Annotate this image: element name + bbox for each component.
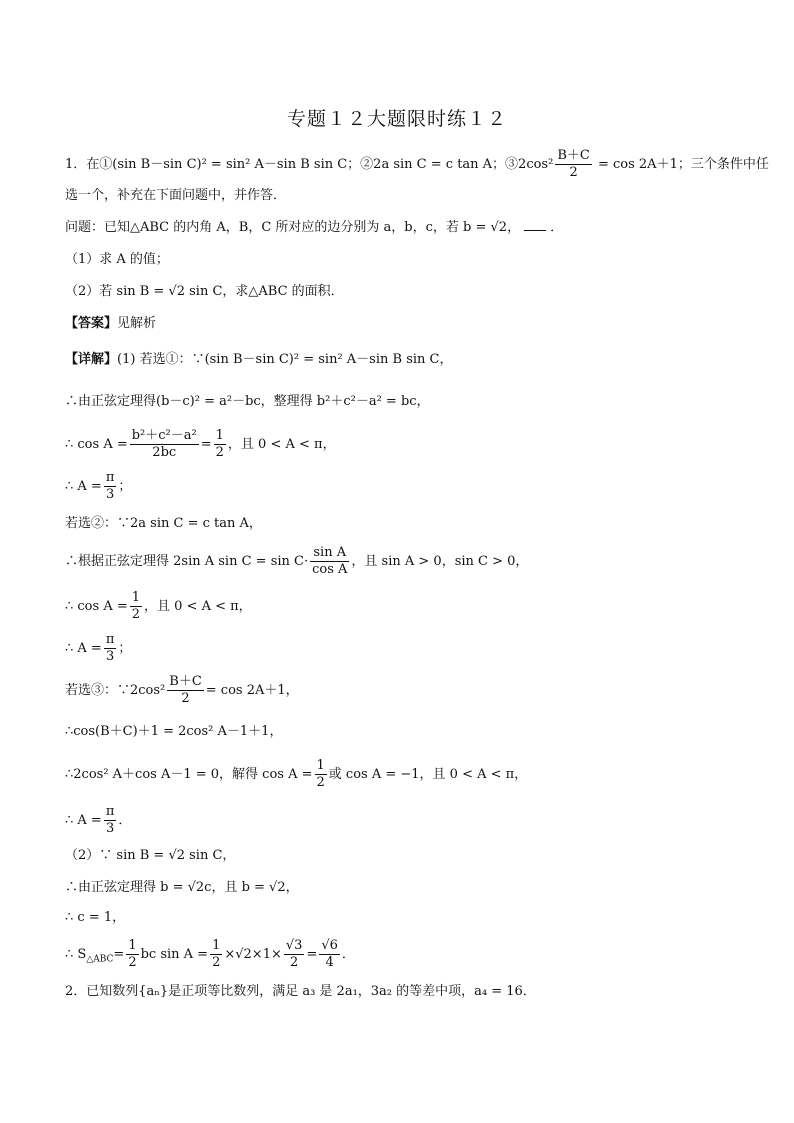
solution-text: 或 cos A = −1，且 0 < A < π， [328, 767, 528, 782]
denominator: 2 [316, 775, 325, 790]
numerator: B＋C [557, 148, 590, 163]
numerator: √6 [321, 938, 338, 953]
denominator: 4 [325, 955, 334, 970]
numerator: b²＋c²－a² [131, 428, 197, 443]
fraction [310, 545, 349, 578]
fraction [214, 428, 226, 461]
numerator: B＋C [169, 674, 202, 689]
solution-line-10: ∴cos(B＋C)＋1 = 2cos² A－1＋1， [65, 724, 283, 739]
numerator: π [105, 804, 115, 819]
fraction [104, 470, 117, 503]
solution-text: ． [341, 947, 355, 962]
numerator: 1 [131, 590, 141, 605]
solution-text: = [306, 947, 318, 962]
numerator: sin A [310, 545, 349, 562]
solution-text: bc sin A = [140, 947, 209, 962]
numerator: 1 [212, 938, 221, 953]
numerator: 1 [215, 428, 224, 443]
solution-line-7 [65, 590, 252, 623]
answer-line [65, 314, 156, 334]
numerator: π [105, 632, 115, 647]
fraction [210, 938, 222, 971]
subscript: △ABC [86, 954, 114, 965]
solution-line-6 [65, 545, 528, 578]
solution-text: ． [118, 813, 132, 828]
denominator: 2 [181, 691, 190, 706]
denominator: 3 [105, 487, 115, 502]
numerator: π [105, 470, 115, 485]
denominator: 3 [105, 649, 115, 664]
numerator: 1 [316, 758, 325, 773]
denominator: cos A [312, 562, 348, 577]
q1-line1 [65, 148, 769, 181]
fraction [284, 938, 305, 971]
solution-text: ×√2×1× [224, 947, 282, 962]
solution-line-11 [65, 758, 527, 791]
fraction [315, 758, 327, 791]
denominator: 2bc [152, 445, 177, 460]
fraction [167, 674, 204, 707]
solution-line-12 [65, 804, 131, 837]
fraction [104, 632, 117, 665]
solution-text: ∴ A = [65, 641, 102, 656]
page-title: 专题１２大题限时练１２ [286, 108, 507, 130]
fraction [130, 590, 142, 623]
solution-text: ，且 0 < A < π， [144, 599, 252, 614]
solution-line-3 [65, 428, 336, 461]
q1-line1-text-a: 1．在①(sin B－sin C)² = sin² A－sin B sin C；②2a sin C = c tan A；③2cos² [65, 157, 554, 172]
q1-line3-text: 问题：已知△ABC 的内角 A，B，C 所对应的边分别为 a，b，c，若 b = √2， [65, 220, 521, 235]
numerator: √3 [285, 938, 303, 953]
solution-text: ∴ cos A = [65, 599, 128, 614]
solution-line-4 [65, 470, 131, 503]
detail-label: 【详解】 [65, 352, 118, 367]
solution-text: ∴ A = [65, 479, 102, 494]
solution-line-16 [65, 938, 355, 971]
denominator: 2 [212, 955, 221, 970]
denominator: 3 [105, 821, 115, 836]
answer-blank [524, 230, 546, 231]
solution-line-2: ∴由正弦定理得(b－c)² = a²－bc，整理得 b²＋c²－a² = bc， [65, 394, 430, 409]
solution-text: ∴ cos A = [65, 437, 128, 452]
denominator: 2 [128, 955, 137, 970]
solution-text: 若选③：∵2cos² [65, 683, 166, 698]
solution-line-8 [65, 632, 131, 665]
solution-text: (1) 若选①：∵(sin B－sin C)² = sin² A－sin B sin C， [117, 352, 453, 367]
q1-line2: 选一个，补充在下面问题中，并作答． [65, 188, 287, 203]
answer-text: 见解析 [117, 316, 157, 331]
q1-line3-end: ． [550, 220, 564, 235]
denominator: 2 [569, 165, 578, 180]
solution-text: ∴ A = [65, 813, 102, 828]
solution-line-5: 若选②：∵2a sin C = c tan A， [65, 516, 262, 531]
solution-text: ； [118, 641, 132, 656]
fraction [130, 428, 199, 461]
solution-text: ，且 0 < A < π， [227, 437, 336, 452]
solution-line-13: （2）∵ sin B = √2 sin C， [65, 848, 236, 863]
denominator: 2 [290, 955, 299, 970]
solution-line-1 [65, 350, 452, 370]
solution-text: ∴ S [65, 947, 87, 962]
q1-line1-text-b: = cos 2A＋1；三个条件中任 [593, 157, 769, 172]
solution-text: = [113, 947, 125, 962]
q1-part1: （1）求 A 的值； [65, 252, 169, 267]
solution-text: ∴2cos² A＋cos A－1 = 0，解得 cos A = [65, 767, 313, 782]
solution-text: = cos 2A＋1， [205, 683, 299, 698]
solution-line-9 [65, 674, 299, 707]
answer-label: 【答案】 [65, 316, 118, 331]
fraction [126, 938, 138, 971]
solution-text: = [200, 437, 212, 452]
solution-line-14: ∴由正弦定理得 b = √2c，且 b = √2， [65, 880, 299, 895]
q1-line3 [65, 218, 563, 238]
solution-text: ，且 sin A > 0，sin C > 0， [351, 554, 529, 569]
solution-text: ∴根据正弦定理得 2sin A sin C = sin C· [65, 554, 309, 569]
numerator: 1 [128, 938, 137, 953]
denominator: 2 [215, 445, 224, 460]
solution-line-15: ∴ c = 1， [65, 910, 126, 925]
q2-line1: 2．已知数列{aₙ}是正项等比数列，满足 a₃ 是 2a₁，3a₂ 的等差中项，a₄ = 16． [65, 984, 536, 999]
fraction [319, 938, 340, 971]
q1-part2: （2）若 sin B = √2 sin C，求△ABC 的面积． [65, 284, 344, 299]
fraction [104, 804, 117, 837]
solution-text: ； [118, 479, 132, 494]
denominator: 2 [131, 607, 141, 622]
fraction [555, 148, 592, 181]
